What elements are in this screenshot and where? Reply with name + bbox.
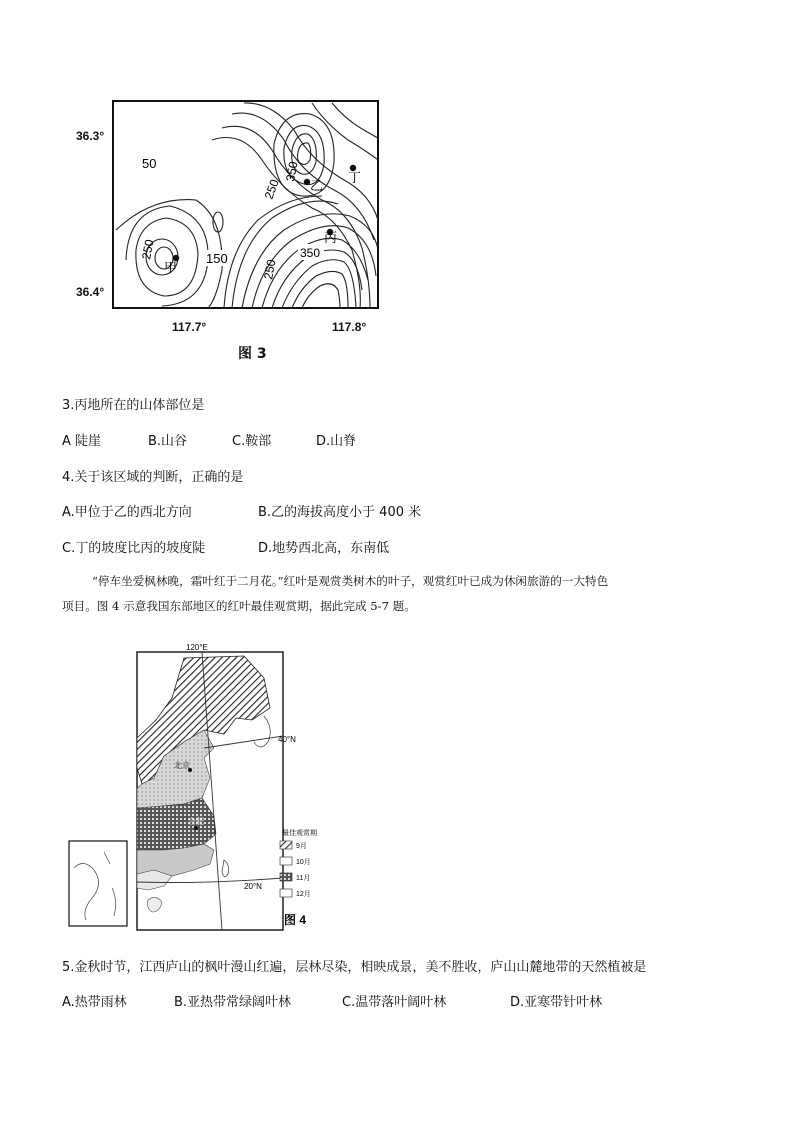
contour-label: 150 xyxy=(206,251,228,266)
q3-option-d[interactable]: D.山脊 xyxy=(316,434,357,449)
point-label-ding: 丁 xyxy=(348,170,362,185)
contour-label: 250 xyxy=(261,258,279,281)
q5-option-a[interactable]: A.热带雨林 xyxy=(62,995,127,1010)
intro-line-2: 项目。图 4 示意我国东部地区的红叶最佳观赏期，据此完成 5-7 题。 xyxy=(62,599,416,613)
q4-option-d[interactable]: D.地势西北高，东南低 xyxy=(258,541,390,556)
q3-option-a[interactable]: A 陡崖 xyxy=(62,434,102,449)
contour-label: 250 xyxy=(139,238,157,261)
lon-120-label: 120°E xyxy=(186,643,208,652)
figure-3 xyxy=(70,95,400,365)
q3-option-c[interactable]: C.鞍部 xyxy=(232,434,272,449)
q5-option-d[interactable]: D.亚寒带针叶林 xyxy=(510,995,603,1010)
q5-option-c[interactable]: C.温带落叶阔叶林 xyxy=(342,995,447,1010)
lat-20-label: 20°N xyxy=(244,882,262,891)
legend-item-oct: 10月 xyxy=(296,859,311,866)
q5-option-b[interactable]: B.亚热带常绿阔叶林 xyxy=(174,995,292,1010)
legend-item-nov: 11月 xyxy=(296,875,311,882)
intro-line-1: “停车坐爱枫林晚，霜叶红于二月花。”红叶是观赏类树木的叶子，观赏红叶已成为休闲旅游的一大特色 xyxy=(92,574,609,588)
point-label-bing: 丙 xyxy=(324,230,338,245)
figure-3-caption: 图 3 xyxy=(238,346,267,362)
lon-label-right: 117.8° xyxy=(332,320,367,334)
question-5-stem: 5.金秋时节，江西庐山的枫叶漫山红遍，层林尽染，相映成景，美不胜收，庐山山麓地带的天然植被是 xyxy=(62,960,647,975)
question-3-stem: 3.丙地所在的山体部位是 xyxy=(62,398,205,413)
point-label-yi: 乙 xyxy=(310,178,324,193)
figure-4 xyxy=(64,638,364,934)
lat-label-bottom: 36.4° xyxy=(76,285,105,299)
contour-label: 350 xyxy=(300,246,321,260)
china-east-map xyxy=(64,638,364,934)
contour-label: 250 xyxy=(261,177,282,202)
point-label-jia: 甲 xyxy=(164,260,178,275)
legend-item-sep: 9月 xyxy=(296,843,307,850)
q3-option-b[interactable]: B.山谷 xyxy=(148,434,188,449)
contour-label: 350 xyxy=(283,160,301,183)
legend-item-dec: 12月 xyxy=(296,891,311,898)
lon-label-left: 117.7° xyxy=(172,320,207,334)
figure-4-caption: 图 4 xyxy=(284,913,307,927)
q4-option-b[interactable]: B.乙的海拔高度小于 400 米 xyxy=(258,505,422,520)
lat-label-top: 36.3° xyxy=(76,129,105,143)
city-hefei: 合肥 xyxy=(188,817,204,826)
question-4-stem: 4.关于该区域的判断，正确的是 xyxy=(62,470,244,485)
city-beijing: 北京 xyxy=(174,761,190,770)
q4-option-a[interactable]: A.甲位于乙的西北方向 xyxy=(62,505,192,520)
contour-label: 50 xyxy=(142,156,157,171)
q4-option-c[interactable]: C.丁的坡度比丙的坡度陡 xyxy=(62,541,206,556)
contour-map xyxy=(112,100,382,312)
lat-40-label: 40°N xyxy=(278,735,296,744)
legend-title: 最佳观赏期 xyxy=(282,830,317,837)
